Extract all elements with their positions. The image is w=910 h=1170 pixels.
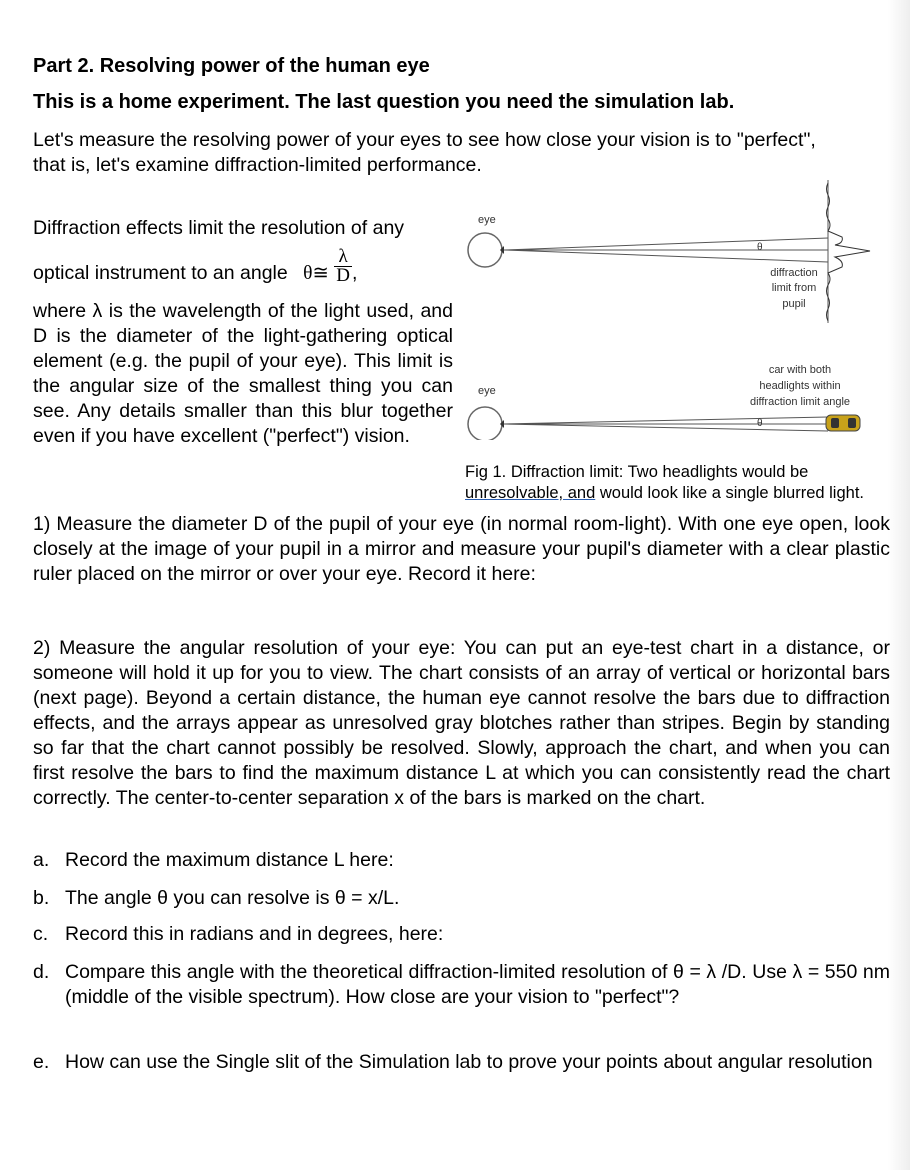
item-label: e. — [33, 1051, 50, 1073]
car-label-1: car with both — [768, 364, 832, 376]
page-edge-shade — [888, 0, 910, 1170]
item-text: How can use the Single slit of the Simulation lab to prove your points about angular resolution — [65, 1051, 873, 1073]
approx-symbol: ≅ — [312, 262, 329, 284]
diffraction-line-1: Diffraction effects limit the resolution of any — [33, 217, 405, 239]
item-label: a. — [33, 849, 50, 871]
diffraction-formula-line — [33, 245, 458, 287]
diffraction-label-3: pupil — [782, 298, 806, 310]
diffraction-figure — [460, 175, 880, 440]
caption-end: would look like a single blurred light. — [595, 484, 864, 502]
formula-comma: , — [352, 261, 358, 284]
eye-bottom-icon — [468, 407, 502, 440]
caption-underlined: unresolvable, and — [465, 484, 596, 502]
car-label-2: headlights within — [759, 380, 841, 392]
theta-bottom-label: θ — [757, 418, 763, 429]
item-label: d. — [33, 961, 50, 983]
item-text: Record the maximum distance L here: — [65, 849, 394, 871]
eye-label-top: eye — [478, 214, 496, 226]
question-2c — [33, 922, 890, 947]
home-experiment-note: This is a home experiment. The last question you need the simulation lab. — [33, 91, 735, 113]
item-text: Compare this angle with the theoretical diffraction-limited resolution of θ = λ /D. Use λ = 550 nm (middle of the visible spectrum). How close are your vision to "perfect"? — [65, 961, 890, 1008]
question-1: 1) Measure the diameter D of the pupil of your eye (in normal room-light). With one eye open, look closely at the image of your pupil in a mirror and measure your pupil's diameter with a clear plastic ruler placed on the mirror or over your eye. Record it here: — [33, 513, 890, 585]
item-label: b. — [33, 887, 50, 909]
fraction-denominator: D — [336, 265, 351, 286]
diffraction-label-1: diffraction — [770, 267, 818, 279]
question-2e — [33, 1050, 890, 1075]
figure-caption — [465, 462, 910, 504]
part-title: Part 2. Resolving power of the human eye — [33, 55, 430, 77]
item-text: Record this in radians and in degrees, here: — [65, 923, 444, 945]
theta-top-label: θ — [757, 242, 763, 253]
question-2d — [33, 960, 890, 1010]
item-text: The angle θ you can resolve is θ = x/L. — [65, 887, 400, 909]
fraction-numerator: λ — [334, 248, 352, 267]
car-icon — [826, 415, 860, 431]
caption-start: Fig 1. Diffraction limit: Two headlights would be — [465, 463, 809, 481]
ray-top-upper — [504, 238, 828, 250]
question-2a — [33, 848, 890, 873]
diffraction-pattern-curve — [827, 183, 871, 321]
eye-label-bottom: eye — [478, 385, 496, 397]
item-label: c. — [33, 923, 49, 945]
diffraction-body: where λ is the wavelength of the light used, and D is the diameter of the light-gathering optical element (e.g. the pupil of your eye). This limit is the angular size of the smallest thing you can see. Any details smaller than this blur together even if you have excellent ("perfect") vision. — [33, 300, 453, 447]
car-label-3: diffraction limit angle — [749, 396, 851, 408]
ray-bottom-upper — [504, 417, 828, 424]
diffraction-line-2: optical instrument to an angle — [33, 261, 288, 284]
intro-paragraph: Let's measure the resolving power of your eyes to see how close your vision is to "perfect", that is, let's examine diffraction-limited performance. — [33, 129, 816, 176]
question-2: 2) Measure the angular resolution of your eye: You can put an eye-test chart in a distance, or someone will hold it up for you to view. The chart consists of an array of vertical or horizontal bars (next page). Beyond a certain distance, the human eye cannot resolve the bars due to diffraction effects, and the arrays appear as unresolved gray blotches rather than stripes. Begin by standing so far that the chart cannot possibly be resolved. Slowly, approach the chart, and when you can first resolve the bars to find the maximum distance L at which you can consistently read the chart correctly. The center-to-center separation x of the bars is marked on the chart. — [33, 637, 890, 809]
question-2b — [33, 886, 890, 911]
eye-top-icon — [468, 233, 502, 267]
theta-symbol: θ — [303, 262, 313, 284]
lambda-over-d-fraction — [334, 248, 352, 285]
ray-bottom-lower — [504, 424, 828, 431]
ray-top-lower — [504, 250, 828, 262]
diffraction-label-2: limit from — [771, 282, 817, 294]
